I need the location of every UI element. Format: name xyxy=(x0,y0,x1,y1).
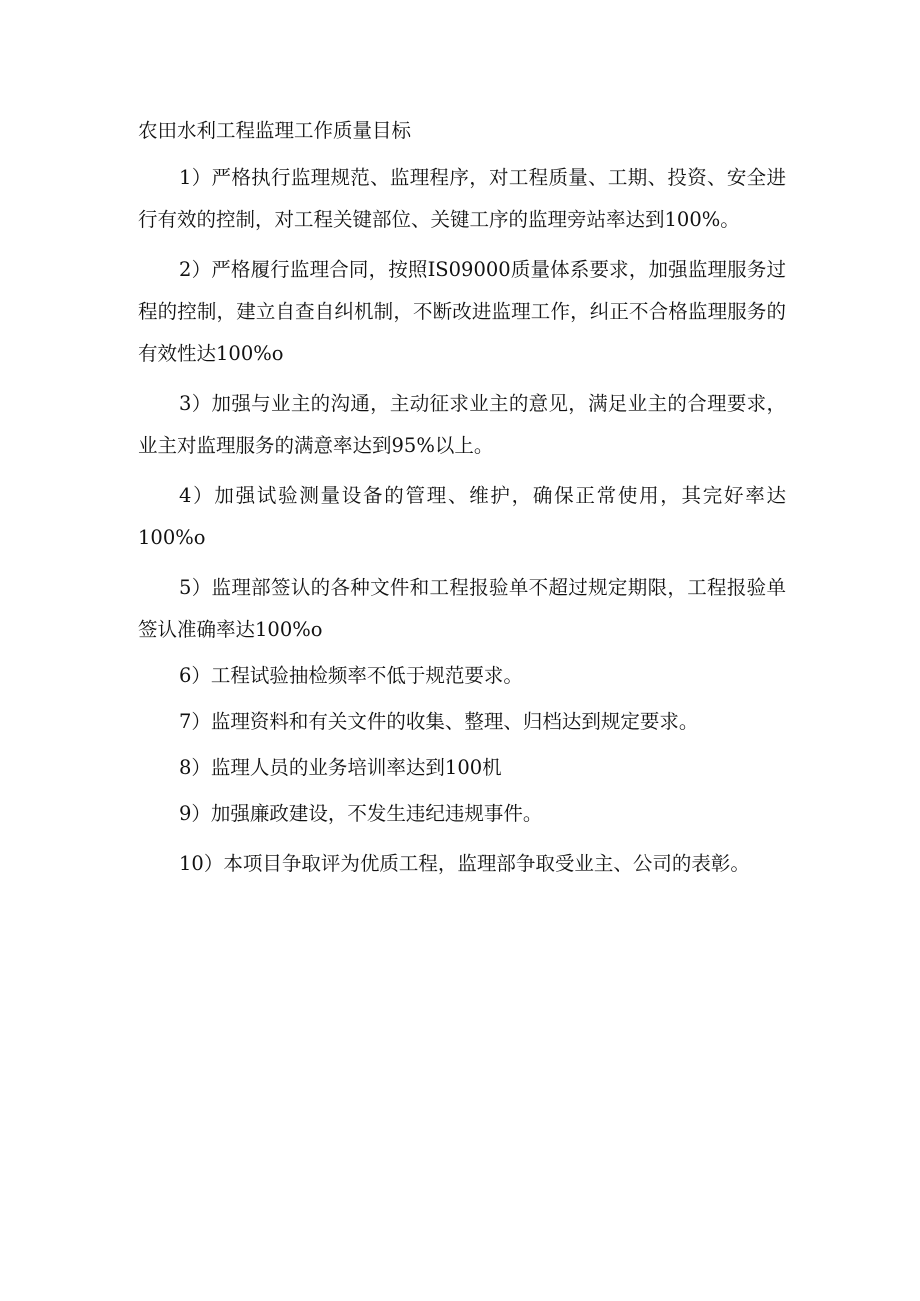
list-item: 10）本项目争取评为优质工程，监理部争取受业主、公司的表彰。 xyxy=(179,852,750,875)
list-item: 7）监理资料和有关文件的收集、整理、归档达到规定要求。 xyxy=(179,710,699,733)
list-item: 6）工程试验抽检频率不低于规范要求。 xyxy=(179,664,523,687)
list-item: 3）加强与业主的沟通，主动征求业主的意见，满足业主的合理要求，业主对监理服务的满意率达到95%以上。 xyxy=(138,392,786,457)
list-item: 4）加强试验测量设备的管理、维护，确保正常使用，其完好率达100%o xyxy=(138,484,786,549)
document-body xyxy=(138,113,786,893)
list-item: 8）监理人员的业务培训率达到100机 xyxy=(179,756,502,779)
list-item: 1）严格执行监理规范、监理程序，对工程质量、工期、投资、安全进行有效的控制，对工程关键部位、关键工序的监理旁站率达到100%。 xyxy=(138,166,786,231)
list-item: 5）监理部签认的各种文件和工程报验单不超过规定期限，工程报验单签认准确率达100%o xyxy=(138,576,786,641)
document-title: 农田水利工程监理工作质量目标 xyxy=(138,119,412,142)
list-item: 2）严格履行监理合同，按照IS09000质量体系要求，加强监理服务过程的控制，建立自查自纠机制，不断改进监理工作，纠正不合格监理服务的有效性达100%o xyxy=(138,258,786,365)
list-item: 9）加强廉政建设，不发生违纪违规事件。 xyxy=(179,802,543,825)
